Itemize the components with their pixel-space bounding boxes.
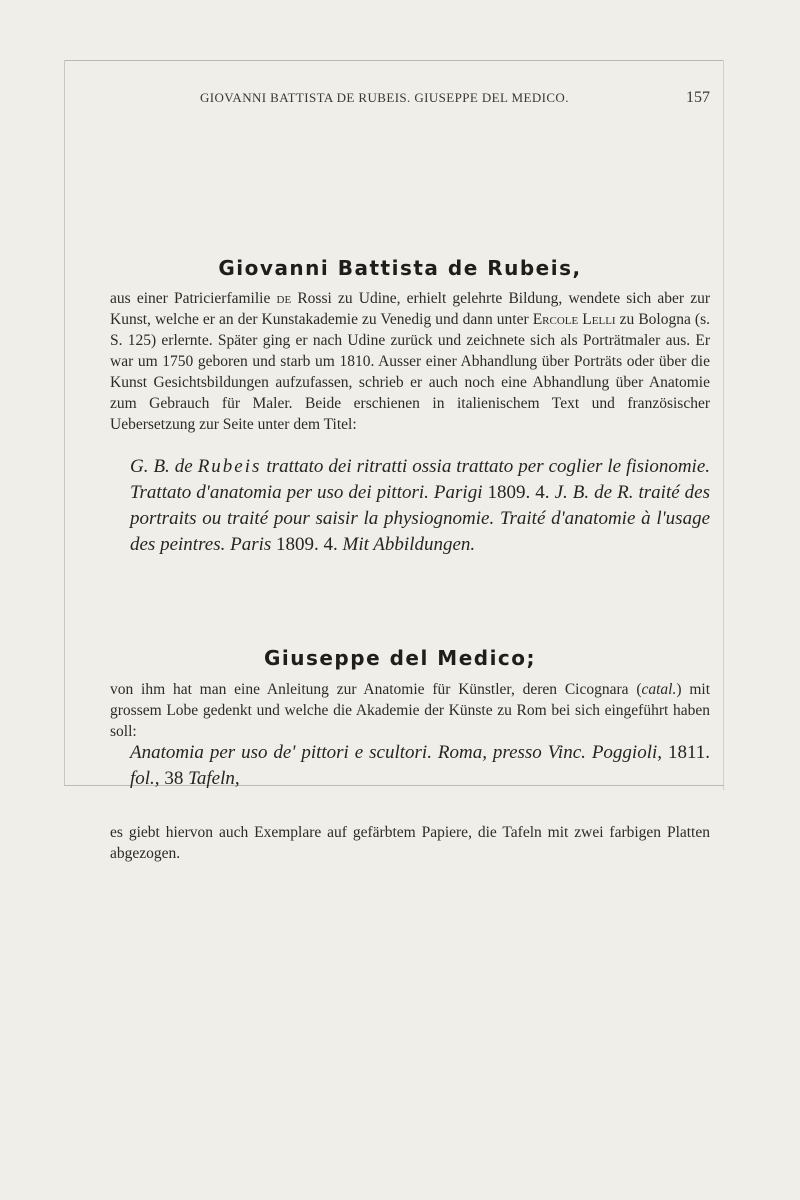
page-frame-right	[723, 60, 724, 790]
page-number: 157	[686, 89, 710, 106]
page-frame-left	[64, 60, 65, 785]
page-frame-top	[64, 60, 724, 61]
running-header	[200, 90, 710, 106]
entry-body-medico: von ihm hat man eine Anleitung zur Anatomie für Künstler, deren Cicognara (catal.) mit grossem Lobe gedenkt und welche die Akademie der Künste zu Rom bei sich eingeführt haben soll:	[110, 681, 710, 740]
running-title: GIOVANNI BATTISTA DE RUBEIS. GIUSEPPE DEL MEDICO.	[200, 90, 569, 105]
citation-medico: Anatomia per uso de' pittori e scultori. Roma, presso Vinc. Poggioli, 1811. fol., 38 Tafeln,	[130, 742, 710, 789]
entry-heading-medico: Giuseppe del Medico;	[263, 646, 537, 670]
entry-heading-rubeis: Giovanni Battista de Rubeis,	[218, 256, 582, 280]
entry-closing-medico: es giebt hiervon auch Exemplare auf gefärbtem Papiere, die Tafeln mit zwei farbigen Platten abgezogen.	[110, 824, 710, 862]
entry-body-rubeis: aus einer Patricierfamilie de Rossi zu Udine, erhielt gelehrte Bildung, wendete sich aber zur Kunst, welche er an der Kunstakademie zu Venedig und dann unter Ercole Lelli zu Bologna (s. S. 125) erlernte. Später ging er nach Udine zurück und zeichnete sich als Porträtmaler aus. Er war um 1750 geboren und starb um 1810. Ausser einer Abhandlung über Porträts oder über die Kunst Gesichtsbildungen aufzufassen, schrieb er auch noch eine Abhandlung über Anatomie zum Gebrauch für Maler. Beide erschienen in italienischem Text und französischer Uebersetzung zur Seite unter dem Titel:	[110, 290, 710, 433]
citation-rubeis: G. B. de Rubeis trattato dei ritratti ossia trattato per coglier le fisionomie. Trattato d'anatomia per uso dei pittori. Parigi 1809. 4. J. B. de R. traité des portraits ou traité pour saisir la physiognomie. Traité d'anatomie à l'usage des peintres. Paris 1809. 4. Mit Abbildungen.	[130, 456, 711, 555]
